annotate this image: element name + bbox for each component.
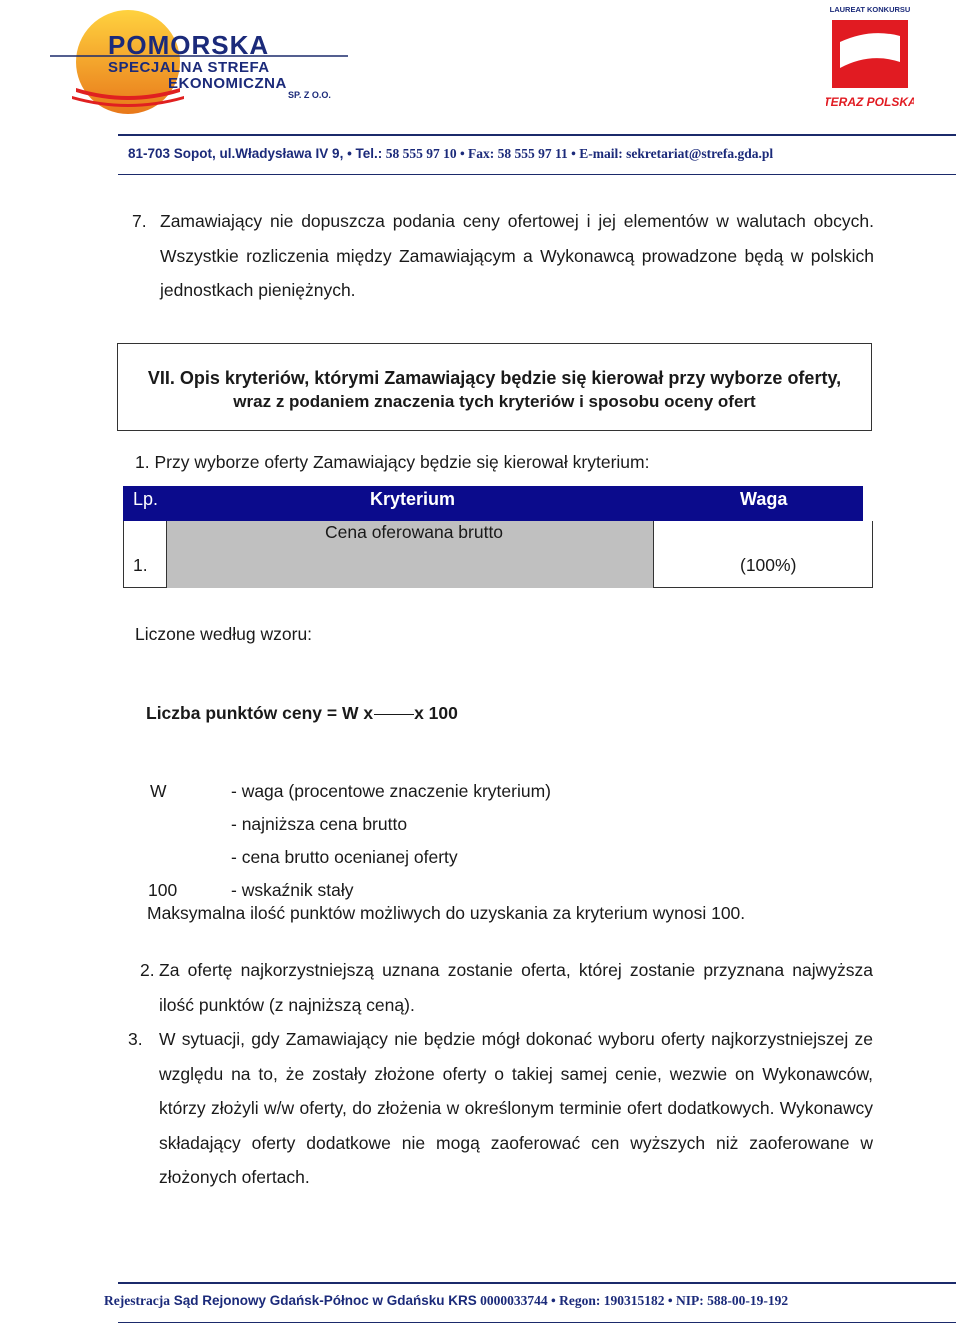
teraz-polska-award [826,2,914,114]
legend-value: - wskaźnik stały [231,880,354,900]
max-points-note: Maksymalna ilość punktów możliwych do uzyskania za kryterium wynosi 100. [147,903,746,923]
point-3 [128,1022,873,1195]
logo-line1: POMORSKA [108,30,270,60]
header-criterion: Kryterium [370,489,456,509]
award-brand: TERAZ POLSKA [826,95,914,109]
contact-details: 58 555 97 10 • Fax: 58 555 97 11 • E-mail: sekretariat@strefa.gda.pl [382,146,774,161]
section-7-heading [117,343,872,431]
fraction-bar [374,714,414,715]
paragraph-7-text: Zamawiający nie dopuszcza podania ceny ofertowej i jej elementów w walutach obcych. Wszystkie rozliczenia między Zamawiającym a Wykonawcą prowadzone będą w polskich jednostkach pieniężnych. [160,211,874,300]
row-criterion: Cena oferowana brutto [325,522,504,542]
legend-key: 100 [148,880,178,900]
header-rule [118,134,956,136]
legend-value: - waga (procentowe znaczenie kryterium) [231,781,551,801]
price-formula [146,703,458,724]
paragraph-7-number: 7. [132,211,147,231]
footer-rule-bottom [118,1322,956,1323]
footer-registration [104,1293,788,1309]
paragraph-7 [132,204,874,308]
point-3-number: 3. [128,1029,143,1049]
table-row [123,521,873,588]
section-7-title: VII. Opis kryteriów, którymi Zamawiający będzie się kierował przy wyborze oferty, [147,368,842,388]
header-weight: Waga [740,489,788,509]
point-2 [128,953,873,1022]
header-rule-bottom [118,174,956,175]
formula-right: x 100 [414,703,458,723]
header-lp: Lp. [133,489,159,509]
criteria-intro: 1. Przy wyborze oferty Zamawiający będzie się kierował kryterium: [135,452,650,472]
award-caption: LAUREAT KONKURSU [829,5,911,14]
row-lp: 1. [133,555,148,575]
contact-line [128,146,773,162]
contact-address: 81-703 Sopot, ul.Władysława IV 9, • Tel.: [128,146,383,161]
point-3-text: W sytuacji, gdy Zamawiający nie będzie mógł dokonać wyboru oferty najkorzystniejszej ze względu na to, że zostały złożone oferty o takiej samej cenie, wezwie on Wykonawców, którzy złożyli w/w oferty, do złożenia w określonym terminie ofert dodatkowych. Wykonawcy składający oferty dodatkowe nie mogą zaoferować cen wyższych niż zaoferowane w złożonych ofertach. [159,1029,873,1187]
logo-line4: SP. Z O.O. [288,90,331,100]
footer-court: Sąd Rejonowy Gdańsk-Północ w Gdańsku KRS [169,1293,477,1308]
logo-line2: SPECJALNA STREFA [108,59,270,76]
legend-item [148,847,648,871]
footer-ids: 0000033744 • Regon: 190315182 • NIP: 588-00-19-192 [476,1293,789,1308]
point-2-number: 2. [140,960,155,980]
criteria-table [123,486,873,589]
row-weight: (100%) [740,555,797,575]
legend-value: - cena brutto ocenianej oferty [231,847,458,867]
point-2-text: Za ofertę najkorzystniejszą uznana zostanie oferta, której zostanie przyznana najwyższa ilość punktów (z najniższą ceną). [159,960,873,1015]
footer-rule [118,1282,956,1284]
section-7-subtitle: wraz z podaniem znaczenia tych kryteriów i sposobu oceny ofert [233,392,756,411]
legend-key: W [150,781,167,801]
logo-line3: EKONOMICZNA [168,75,287,92]
company-logo [48,4,358,114]
formula-intro: Liczone według wzoru: [135,624,313,644]
legend-item [148,781,648,805]
legend-item [148,814,648,838]
criteria-table-header [123,486,863,521]
formula-left: Liczba punktów ceny = W x [146,703,374,723]
legend-item [148,880,648,904]
footer-registration-label: Rejestracja [104,1293,170,1308]
legend-value: - najniższa cena brutto [231,814,408,834]
